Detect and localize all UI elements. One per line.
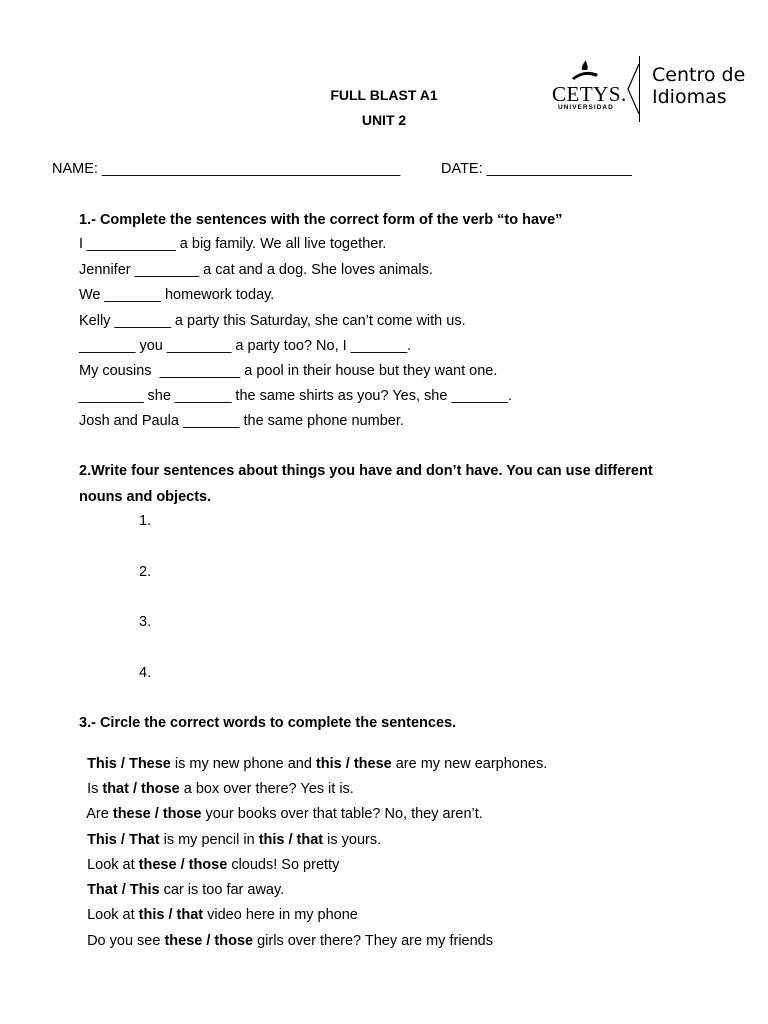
answer-number: 2. [139,564,152,580]
answer-number: 3. [139,614,152,630]
choice-option[interactable]: these / those [164,933,254,949]
sentence-row [79,917,493,949]
section2-heading-line2: nouns and objects. [79,489,212,505]
logo-divider [639,56,640,122]
choice-option[interactable]: This / These [87,756,171,772]
sentence-text: are my new earphones. [391,756,548,772]
list-item: ________ she _______ the same shirts as you? Yes, she _______. [79,388,512,404]
logo-dept-line1: Centro de [652,64,746,86]
choice-option[interactable]: this / these [315,756,392,772]
sentence-text: your books over that table? No, they aren’t. [201,806,483,822]
choice-option[interactable]: this / that [138,907,204,923]
cetys-logo [548,56,748,126]
sentence-text: video here in my phone [203,907,358,923]
choice-option[interactable]: that / those [102,781,180,797]
choice-option[interactable]: these / those [138,857,228,873]
choice-option[interactable]: this / that [258,832,324,848]
sentence-text: is my pencil in [159,832,259,848]
answer-number: 1. [139,513,152,529]
course-title: FULL BLAST A1 [330,87,438,103]
logo-brand: CETYS. [552,82,627,106]
sentence-text: Look at [87,857,139,873]
sentence-text: Is [87,781,103,797]
section3-heading: 3.- Circle the correct words to complete the sentences. [79,715,457,731]
list-item: We _______ homework today. [79,287,275,303]
logo-dept-line2: Idiomas [652,86,727,108]
choice-option[interactable]: That / This [87,882,160,898]
choice-option[interactable]: This / That [87,832,160,848]
date-field[interactable]: DATE: __________________ [441,161,632,177]
logo-department [652,64,745,108]
list-item: My cousins __________ a pool in their house but they want one. [79,363,498,379]
sentence-text: Do you see [87,933,165,949]
sentence-text: Are [86,806,113,822]
sentence-text: Look at [87,907,139,923]
unit-title: UNIT 2 [361,112,407,128]
section1-heading: 1.- Complete the sentences with the correct form of the verb “to have” [79,212,563,228]
list-item: I ___________ a big family. We all live together. [79,236,387,252]
list-item: _______ you ________ a party too? No, I _______. [79,338,412,354]
section2-heading-line1: 2.Write four sentences about things you have and don’t have. You can use different [79,463,653,479]
choice-option[interactable]: these / those [112,806,202,822]
bracket-icon [626,64,640,114]
list-item: Kelly _______ a party this Saturday, she can’t come with us. [79,313,466,329]
sentence-text: car is too far away. [159,882,285,898]
sentence-text: a box over there? Yes it is. [179,781,354,797]
list-item: Jennifer ________ a cat and a dog. She loves animals. [79,262,433,278]
answer-number: 4. [139,665,152,681]
logo-sub: UNIVERSIDAD [558,104,614,111]
sentence-text: is yours. [323,832,382,848]
sentence-text: girls over there? They are my friends [253,933,493,949]
name-field[interactable]: NAME: _____________________________________ [52,161,401,177]
sentence-text: clouds! So pretty [227,857,340,873]
list-item: Josh and Paula _______ the same phone number. [79,413,404,429]
sentence-text: is my new phone and [170,756,316,772]
torch-icon [568,60,602,82]
